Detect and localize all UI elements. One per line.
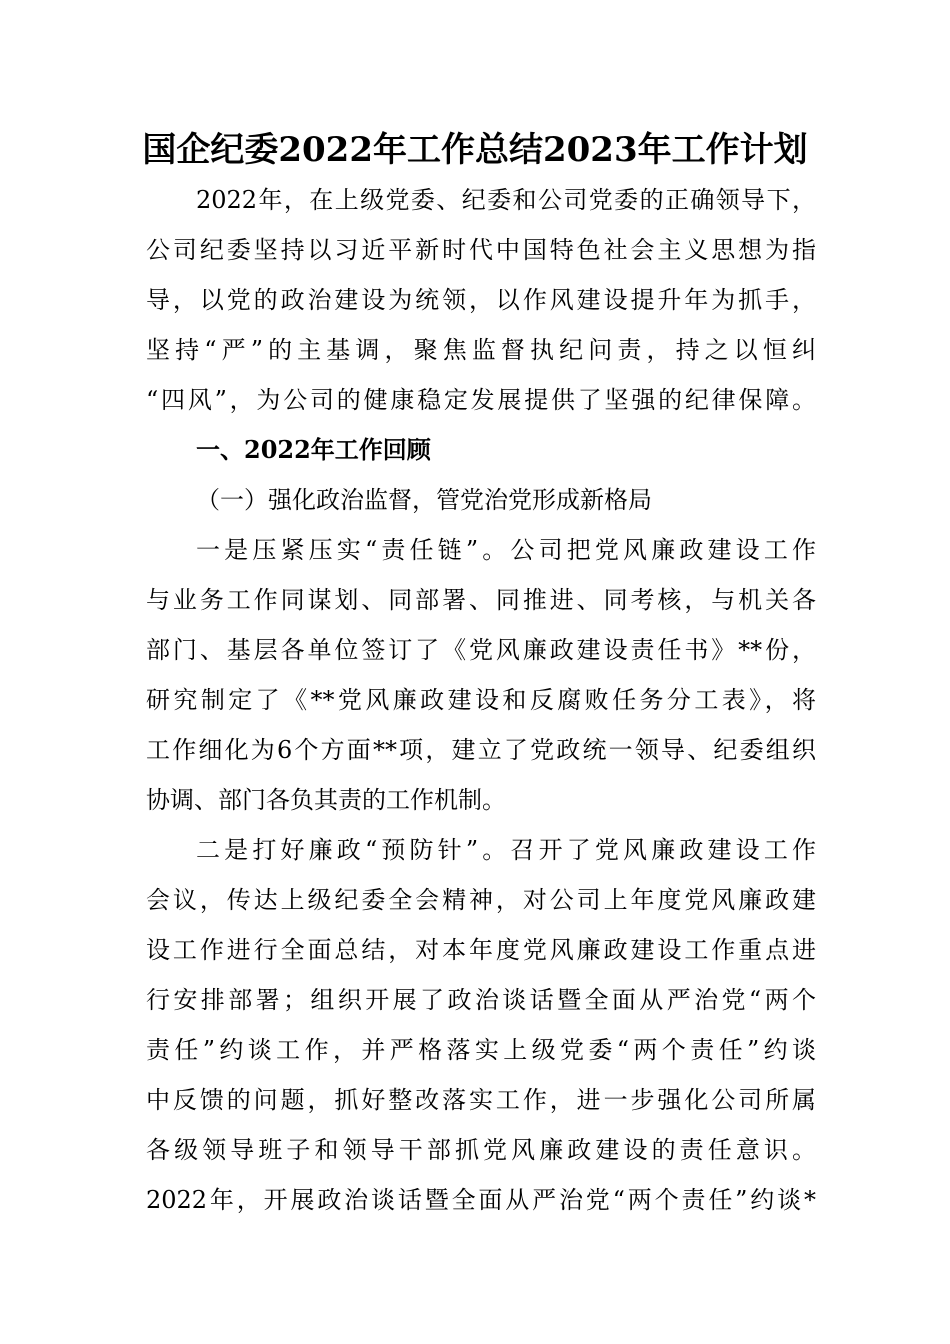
intro-line-5: “四风”，为公司的健康稳定发展提供了坚强的纪律保障。 (146, 386, 816, 414)
para1-line-6: 协调、部门各负其责的工作机制。 (146, 786, 506, 814)
para1-line-5: 工作细化为6个方面**项，建立了党政统一领导、纪委组织 (146, 736, 816, 764)
para2-line-2: 会议，传达上级纪委全会精神，对公司上年度党风廉政建 (146, 886, 816, 914)
para2-line-5: 责任”约谈工作，并严格落实上级党委“两个责任”约谈 (146, 1036, 816, 1064)
para2-line-4: 行安排部署；组织开展了政治谈话暨全面从严治党“两个 (146, 986, 816, 1014)
para2-line-1: 二是打好廉政“预防针”。召开了党风廉政建设工作 (196, 836, 816, 864)
para2-line-8: 2022年，开展政治谈话暨全面从严治党“两个责任”约谈* (146, 1186, 816, 1214)
para2-line-6: 中反馈的问题，抓好整改落实工作，进一步强化公司所属 (146, 1086, 816, 1114)
para1-line-3: 部门、基层各单位签订了《党风廉政建设责任书》**份， (146, 636, 816, 664)
para2-line-7: 各级领导班子和领导干部抓党风廉政建设的责任意识。 (146, 1136, 816, 1164)
para1-line-4: 研究制定了《**党风廉政建设和反腐败任务分工表》，将 (146, 686, 816, 714)
para1-line-2: 与业务工作同谋划、同部署、同推进、同考核，与机关各 (146, 586, 816, 614)
para1-line-1: 一是压紧压实“责任链”。公司把党风廉政建设工作 (196, 536, 816, 564)
intro-line-4: 坚持“严”的主基调，聚焦监督执纪问责，持之以恒纠 (146, 336, 816, 364)
document-title: 国企纪委2022年工作总结2023年工作计划 (142, 130, 808, 170)
intro-line-3: 导，以党的政治建设为统领，以作风建设提升年为抓手， (146, 286, 816, 314)
subsection-heading: （一）强化政治监督，管党治党形成新格局 (196, 486, 652, 514)
para2-line-3: 设工作进行全面总结，对本年度党风廉政建设工作重点进 (146, 936, 816, 964)
intro-line-2: 公司纪委坚持以习近平新时代中国特色社会主义思想为指 (146, 236, 816, 264)
section-heading: 一、2022年工作回顾 (196, 435, 431, 464)
intro-line-1: 2022年，在上级党委、纪委和公司党委的正确领导下， (196, 186, 816, 214)
